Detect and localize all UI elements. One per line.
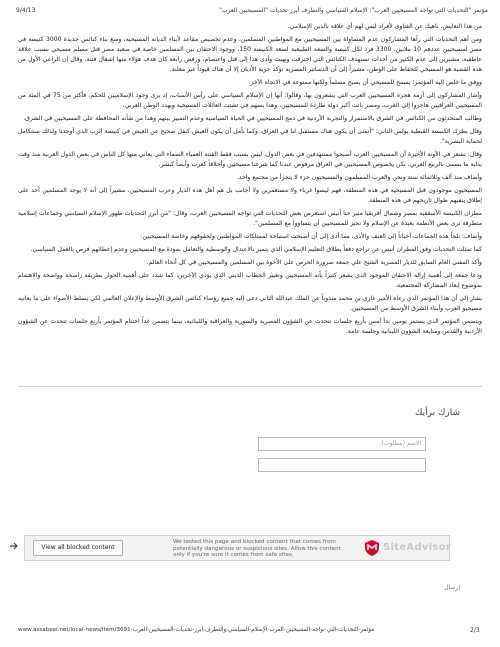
email-field[interactable] bbox=[258, 458, 426, 472]
blocked-content-message: We tested this page and blocked content that comes from potentially dangerous or suspicious sites. Allow this content only if you're sure it comes from safe sites. bbox=[173, 539, 341, 559]
article-paragraph: وقال بطرك الكنيسة القبطية بولس الثاني: "أتمنى أن يكون هناك مستقبل لنا في العراق، وكما نأمل أن يكون العيش كنقل صحيح عن العيش في كنيسة الرب الذي أوجدنا ولذلك سنتكامل لحماية البشرية". bbox=[18, 128, 482, 145]
article-paragraph: ووفق ما خلص إليه المؤتمر؛ يسمح للمسيحي أن يصبح مسلماً ولكنها ممنوعة في الاتجاه الآخر. bbox=[248, 79, 482, 86]
comment-divider bbox=[18, 386, 482, 387]
print-footer-url: www.assabeel.net/local-news/item/3691-مؤتمر-التحديات-التي-تواجه-المسيحيين-العرب-الإسلام-السياسي-والتطرف-أبرز-تحديات-المسيحيين-العرب bbox=[18, 627, 375, 633]
article-paragraph: ومن أهم التحديات التي رآها المشاركون عدم المساواة بين المسيحيين مع المواطنين المسلمين، وعدم تخصيص مقاعد لأبناء الديانة المسيحية، ومنع بناء كنائس جديدة 3000 كنيسة في مصر لمسيحيين عددهم 10 ملايين، 3300 فرد لكل كنيسة والسعة الطبيعية لسعة الكنيسة 150، ووجود الاحتقان بين المسلمين خاصة في صعيد مصر قتل مسلم مسيحي بسبب علاقة عاطفية، مشيرين إلى عدم الكثير من أحداث تستهدف الكنائس التي احترقت ونهبت وأدى هذا إلى قتل واعتصام، ورفض رابعة كان هدف هؤلاء منها إشغال فتنة، وقال إن الراعي الأول من هذه القضية هو المسيحي للحفاظ على الوطن، مشيراً إلى أن الدساتير المصرية تؤكد حرية الأديان إلا أن هناك قيوداً غير معلنة. bbox=[18, 36, 482, 73]
arrow-icon bbox=[8, 540, 20, 552]
article-paragraph: وطالب المتحدثون من الكنائس في الشرق بالاستمرار والتجربة الأردنية في دمج المسيحيين في الحياة السياسية وعدم التمييز بينهم وهذا من شأنه المحافظة على المسيحيين في الشرق. bbox=[23, 115, 482, 122]
article-paragraph: ويتضمن المؤتمر الذي يستمر يومين بدأ أمس بأربع جلسات تتحدث عن الشؤون المصرية والسورية والعراقية واللبنانية، بينما يتضمن غداً اختتام المؤتمر بأربع جلسات تتحدث عن الشؤون الأردنية والقدس ومتابعة الشؤون اللبنانية وجلسة عامة. bbox=[18, 318, 482, 335]
article-paragraph: وقال: تشعر في الآونة الأخيرة أن المسيحيين العرب أصبحوا مستهدفين في بعض الدول، ليس بسبب فقط الفتنة العمياء الصماء التي يعاني منها كل الناس في بعض الدول العربية منذ وقت بداية ما يسمى بالربيع العربي، نكن يخصوص المسيحيين في العراق مرفوض عندنا كما شرعنا مسيحيين وأخلاقاً كعرب وأيضاً كبشر. bbox=[18, 151, 482, 168]
send-comment-button[interactable]: إرسال bbox=[444, 584, 460, 591]
print-header-date: 9/4/13 bbox=[16, 7, 36, 14]
article-body bbox=[18, 22, 482, 340]
article-paragraph: وأشار المشاركون إلى أزمة هجرة المسيحيين العرب التي يشعرون بها، وقالوا: أنها إن الإسلام السياسي على رأس الأسباب، إذ يرى وجود الإسلاميين للحكم، فأكثر من 75 في المئة من المسيحيين العراقيين هاجروا إلى الغرب، ومصر باتت أكبر دولة طاردة للمسيحيين، وهذا يسهم في تشتت العائلات المسيحية ويهدد الوطن العربي. bbox=[18, 92, 482, 109]
view-blocked-content-button[interactable]: View all blocked content bbox=[33, 540, 123, 556]
article-paragraph: وأكد المفتي العام السابق للديار المصرية الشيخ علي جمعة ضرورة الحرص على الأخوة بين المسلمين والمسيحيين في كل أنحاء العالم. bbox=[146, 259, 482, 266]
article-paragraph: مطران الكنيسة الأسقفية بمصر وشمال أفريقيا منير حنا أنيس استعرض بعض التحديات التي تواجه المسيحيين العرب، وقال: "من أبرز التحديات ظهور الإسلام السياسي وجماعات إسلامية متطرفة ترى بعض الأنظمة بعيدة عن الإسلام ولا تجيز للمسيحيين أن يتساووا مع المسلمين". bbox=[18, 210, 482, 227]
article-paragraph: المسيحيون موجودون قبل المسيحية في هذه المنطقة، فهم ليسوا غرباء ولا مستعمرين ولا أجانب بل هم أهل هذه الديار وعرب المسيحيين، مشيراً إلى أنه لا يوجد المسلمين أحد على إطلاق ينفيهم طوال تاريخهم في هذه المنطقة. bbox=[18, 187, 482, 204]
article-paragraph: يشار إلى أن هذا المؤتمر الذي رعاه الأمير غازي بن محمد مندوباً عن الملك عبدالله الثاني دعى إليه جميع رؤساء كنائس الشرق الأوسط والإعلان العالمي لكي يسلط الأضواء على ما يعانيه مسيحيو العرب وأبناء الشرق الأوسط من المسيحيين. bbox=[18, 295, 482, 312]
site-advisor-brand: SiteAdvisor bbox=[383, 542, 452, 553]
name-field[interactable] bbox=[258, 437, 426, 451]
article-paragraph: ودعا جمعة إلى أهمية إزالة الاحتقان الموجود الذي يشعر كثيراً بأنه المسيحيين وتغيير الخطاب الديني الذي يؤذي الآخرين، كما شدد على أهمية الحوار بطريقة راسخة وواضحة والاهتمام بموضوع إبعاد المشاركة المجتمعية. bbox=[18, 272, 482, 289]
article-paragraph: من هذا التعايش، ناهيك عن الفتاوى لأفراد ليس لهم أي علاقة بالدين الإسلامي. bbox=[287, 23, 482, 30]
article-paragraph: وأضاف منذ ألف وثلاثمائة سنة ونحن والعرب المسلمون والمسيحيون جزء لا يتجزأ من مجتمع واحد. bbox=[236, 174, 482, 181]
mcafee-shield-icon bbox=[365, 540, 379, 556]
comment-section-title: شارك برأيك bbox=[415, 408, 460, 418]
blocked-content-notice bbox=[24, 535, 450, 561]
print-header-title: مؤتمر "التحديات التي تواجه المسيحيين العرب": الإسلام السياسي والتطرف أبرز تحديات "المسيحيين العرب" bbox=[219, 7, 488, 14]
name-placeholder: الاسم (مطلوب) bbox=[381, 440, 421, 447]
print-footer-page: 2/3 bbox=[470, 627, 480, 634]
article-paragraph: وأضاف: تلجأ هذه الجماعات أحياناً إلى العنف والأذى، مما أدى إلى أن أصبحت استباحة لممتلكات المواطنين ولحقوقهم وخاصة المسيحيين. bbox=[140, 233, 482, 240]
article-paragraph: كما تمثلت التحديات وفق المطران أنيس عن تراجع دفعاً بطلاق التعليم الإسلامي الذي يتميز بالاعتدال والوسطية والتعامل بمودة مع المسيحيين وعدم إعطائهم فرص بالعمل السياسي. bbox=[30, 246, 482, 253]
